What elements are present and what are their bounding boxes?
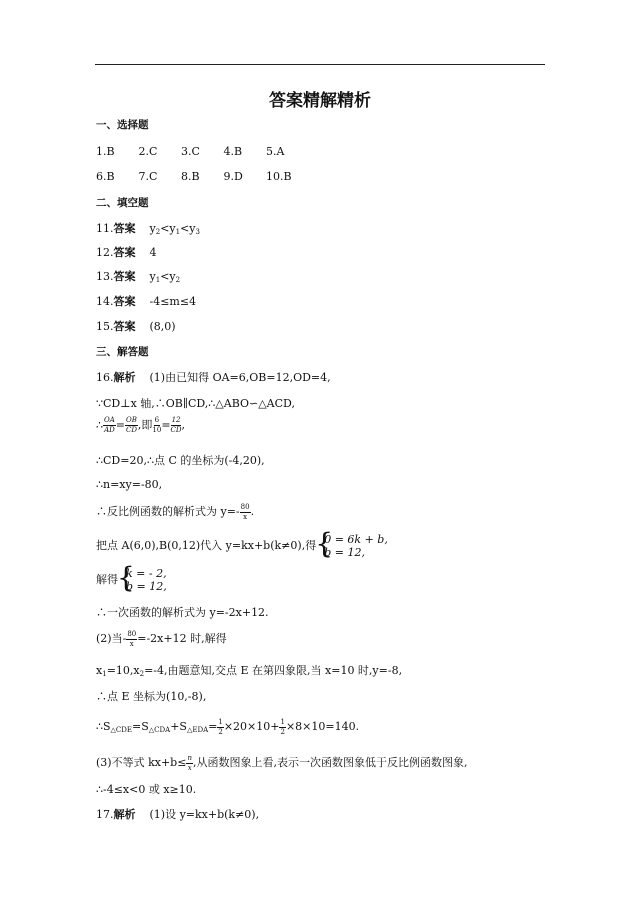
answer-number: 11.: [96, 222, 114, 235]
solution-text: ,即: [137, 418, 153, 432]
fraction-numerator: 80: [240, 503, 250, 511]
solution-text: ∴反比例函数的解析式为 y=-: [96, 505, 240, 518]
answer-number: 14.: [96, 295, 114, 308]
subscript: 1: [155, 276, 161, 284]
answer-text: y: [149, 270, 156, 283]
solution-text: ×20×10+: [223, 720, 280, 733]
fraction-numerator: 6: [154, 416, 160, 424]
answer-text: <y: [160, 222, 176, 235]
solution-text: 把点 A(6,0),B(0,12)代入 y=kx+b(k≠0),得: [96, 539, 317, 552]
mc-answer: 3.C: [181, 145, 200, 158]
solution-text: (1)设 y=kx+b(k≠0),: [149, 808, 260, 821]
solution-text: (2)当-: [96, 632, 127, 645]
solution-text: .: [250, 505, 255, 518]
answer-number: 12.: [96, 246, 114, 259]
q17-line-1: [96, 806, 259, 822]
q16-line-2: ∵CD⊥x 轴,∴OB∥CD,∴△ABO∽△ACD,: [96, 397, 295, 410]
subscript: △EDA: [186, 726, 209, 734]
section-heading-fill: 二、填空题: [96, 197, 149, 209]
mc-answers-row-1: [96, 145, 305, 158]
mc-answers-row-2: [96, 170, 305, 183]
answer-text: y: [149, 222, 156, 235]
subscript: 2: [139, 670, 145, 678]
equation-row: { k = - 2,: [126, 567, 167, 580]
q16-line-11: [96, 662, 402, 678]
subscript: 3: [195, 228, 200, 236]
fraction: [240, 503, 251, 522]
header-rule: [95, 64, 545, 65]
solution-text: 解得: [96, 573, 118, 586]
answer-number: 13.: [96, 270, 114, 283]
q16-line-3: [96, 416, 185, 435]
equation-system: [316, 533, 388, 559]
solution-text: =: [161, 418, 171, 432]
q16-line-5: ∴n=xy=-80,: [96, 478, 163, 491]
fraction: [171, 416, 182, 435]
answer-number: 15.: [96, 320, 114, 333]
solution-text: ,从函数图象上看,表示一次函数图象低于反比例函数图象,: [192, 756, 468, 769]
answer-text: 4: [149, 246, 157, 259]
solution-text: ×8×10=140.: [285, 720, 360, 733]
mc-answer: 10.B: [266, 170, 292, 183]
fraction-denominator: 10: [152, 426, 162, 434]
fraction-numerator: 1: [280, 718, 285, 726]
fraction-denominator: x: [243, 513, 248, 521]
answer-text: -4≤m≤4: [149, 295, 197, 308]
answer-14: [96, 293, 196, 309]
solution-text: =-4,由题意知,交点 E 在第四象限,当 x=10 时,y=-8,: [144, 664, 403, 677]
solution-keyword: 解析: [113, 371, 136, 384]
solution-text: +S: [170, 720, 187, 733]
q16-line-6: [96, 503, 254, 522]
equation-row: { 0 = 6k + b,: [324, 533, 388, 546]
equation-system: [118, 567, 167, 593]
q16-line-14: [96, 754, 467, 773]
solution-text: =: [115, 418, 126, 432]
fraction: [152, 416, 161, 435]
mc-answer: 1.B: [96, 145, 115, 158]
page-title: 答案精解精析: [269, 91, 371, 111]
answer-keyword: 答案: [113, 246, 136, 259]
section-heading-choice: 一、选择题: [96, 119, 149, 131]
fraction-denominator: AD: [104, 426, 115, 434]
answer-text: (8,0): [149, 320, 176, 333]
solution-text: x: [96, 664, 103, 677]
fraction-numerator: 12: [171, 416, 181, 424]
equation-row: b = 12,: [126, 580, 167, 593]
fraction-denominator: CD: [125, 426, 137, 434]
solution-text: (1)由已知得 OA=6,OB=12,OD=4,: [149, 371, 331, 384]
solution-text: ∴S: [96, 720, 111, 733]
question-number: 17.: [96, 808, 114, 821]
mc-answer: 6.B: [96, 170, 115, 183]
q16-line-10: [96, 630, 227, 649]
fraction: [126, 630, 137, 649]
equation-row: b = 12,: [324, 546, 365, 559]
answer-12: [96, 244, 157, 260]
mc-answer: 5.A: [266, 145, 285, 158]
solution-text: ,: [181, 418, 186, 432]
q16-line-1: [96, 369, 331, 385]
mc-answer: 8.B: [181, 170, 200, 183]
mc-answer: 4.B: [223, 145, 243, 158]
fraction-numerator: 80: [127, 630, 137, 638]
fraction-denominator: 2: [280, 728, 285, 736]
fraction-denominator: 2: [218, 728, 223, 736]
mc-answer: 2.C: [138, 145, 158, 158]
solution-text: =10,x: [106, 664, 140, 677]
fraction-denominator: x: [187, 764, 192, 772]
answer-keyword: 答案: [113, 222, 136, 235]
fraction: [125, 416, 138, 435]
solution-text: =-2x+12 时,解得: [137, 632, 227, 645]
subscript: 1: [102, 670, 107, 678]
solution-keyword: 解析: [113, 808, 136, 821]
answer-keyword: 答案: [113, 320, 136, 333]
fraction-numerator: OB: [126, 416, 137, 424]
subscript: △CDE: [110, 726, 133, 734]
fraction-denominator: CD: [170, 426, 182, 434]
fraction-denominator: x: [129, 640, 134, 648]
answer-keyword: 答案: [113, 270, 136, 283]
q16-line-15: ∴-4≤x<0 或 x≥10.: [96, 783, 197, 796]
solution-text: (3)不等式 kx+b≤: [96, 756, 187, 769]
q16-line-12: ∴点 E 坐标为(10,-8),: [96, 690, 207, 703]
solution-text: =S: [132, 720, 149, 733]
mc-answer: 9.D: [223, 170, 243, 183]
answer-13: [96, 268, 180, 284]
subscript: △CDA: [148, 726, 171, 734]
section-heading-solve: 三、解答题: [96, 346, 149, 358]
q16-line-7: [96, 533, 388, 559]
answer-11: [96, 220, 200, 236]
solution-text: =: [208, 720, 218, 733]
solution-text: ∴: [96, 418, 103, 432]
subscript: 1: [175, 228, 181, 236]
answer-keyword: 答案: [113, 295, 136, 308]
q16-line-8: [96, 567, 167, 593]
fraction-numerator: n: [187, 754, 192, 762]
subscript: 2: [175, 276, 181, 284]
q16-line-9: ∴一次函数的解析式为 y=-2x+12.: [96, 606, 269, 619]
question-number: 16.: [96, 371, 114, 384]
mc-answer: 7.C: [138, 170, 158, 183]
fraction-numerator: OA: [104, 416, 115, 424]
q16-line-4: ∴CD=20,∴点 C 的坐标为(-4,20),: [96, 454, 265, 467]
fraction-numerator: 1: [218, 718, 223, 726]
fraction: [103, 416, 116, 435]
answer-text: <y: [160, 270, 176, 283]
subscript: 2: [155, 228, 161, 236]
answer-15: [96, 318, 176, 334]
q16-line-13: [96, 718, 359, 737]
answer-text: <y: [180, 222, 196, 235]
